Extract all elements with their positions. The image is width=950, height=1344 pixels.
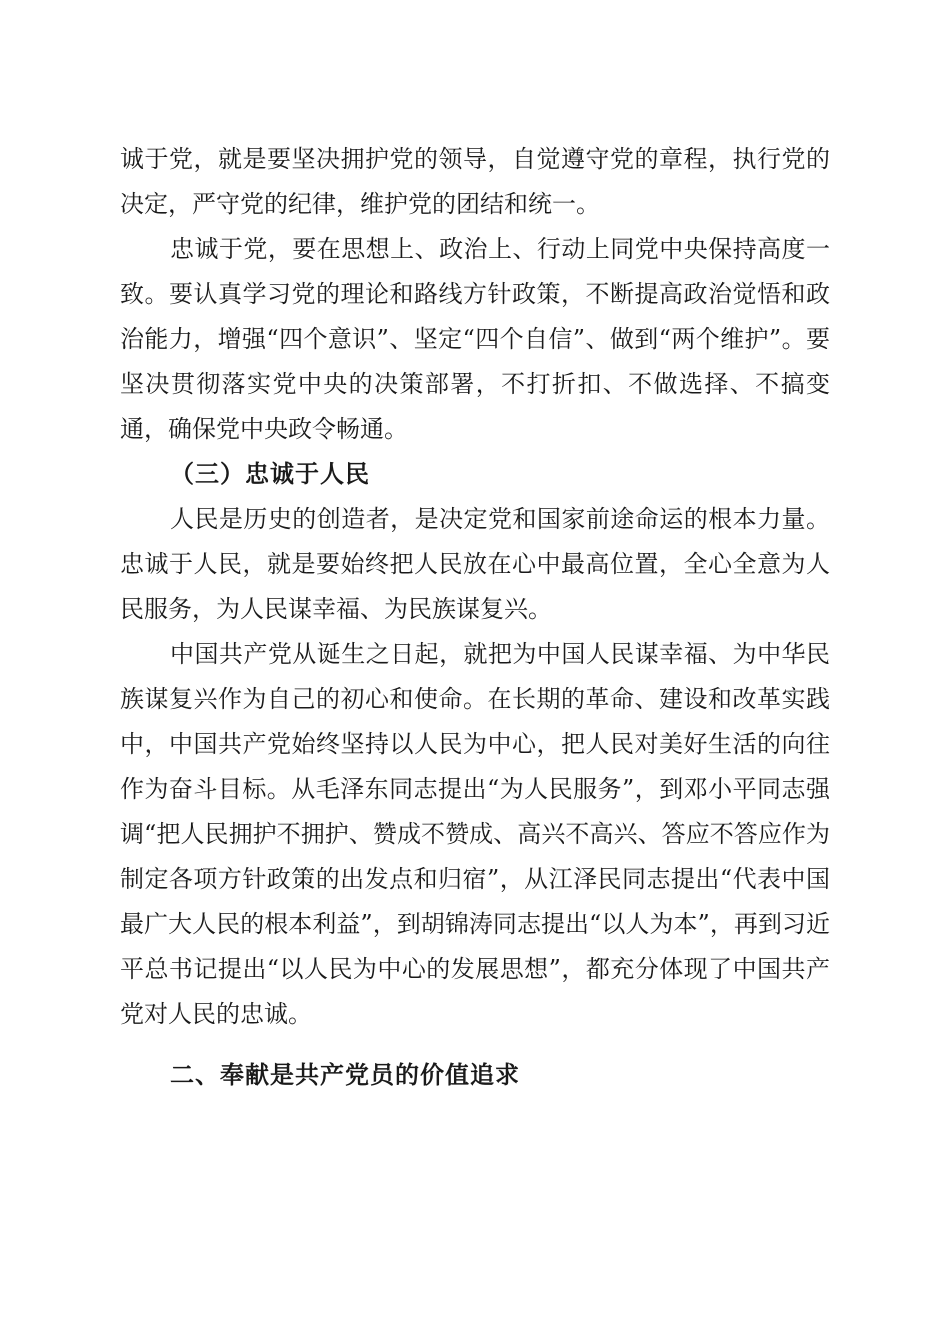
paragraph-loyalty-to-party: 忠诚于党，要在思想上、政治上、行动上同党中央保持高度一致。要认真学习党的理论和路线方针政策，不断提高政治觉悟和政治能力，增强“四个意识”、坚定“四个自信”、做到“两个维护”。要坚决贯彻落实党中央的决策部署，不打折扣、不做选择、不搞变通，确保党中央政令畅通。	[120, 235, 830, 443]
paragraph-people-makers-of-history: 人民是历史的创造者，是决定党和国家前途命运的根本力量。忠诚于人民，就是要始终把人民放在心中最高位置，全心全意为人民服务，为人民谋幸福、为民族谋复兴。	[120, 505, 830, 623]
paragraph-cpc-original-mission: 中国共产党从诞生之日起，就把为中国人民谋幸福、为中华民族谋复兴作为自己的初心和使命。在长期的革命、建设和改革实践中，中国共产党始终坚持以人民为中心，把人民对美好生活的向往作为奋斗目标。从毛泽东同志提出“为人民服务”，到邓小平同志强调“把人民拥护不拥护、赞成不赞成、高兴不高兴、答应不答应作为制定各项方针政策的出发点和归宿”，从江泽民同志提出“代表中国最广大人民的根本利益”，到胡锦涛同志提出“以人为本”，再到习近平总书记提出“以人民为中心的发展思想”，都充分体现了中国共产党对人民的忠诚。	[120, 640, 830, 1028]
paragraph-continuation: 诚于党，就是要坚决拥护党的领导，自觉遵守党的章程，执行党的决定，严守党的纪律，维护党的团结和统一。	[120, 145, 830, 218]
document-page	[120, 137, 830, 1098]
section-subheading: （三）忠诚于人民	[170, 460, 370, 488]
section-heading: 二、奉献是共产党员的价值追求	[170, 1061, 520, 1089]
